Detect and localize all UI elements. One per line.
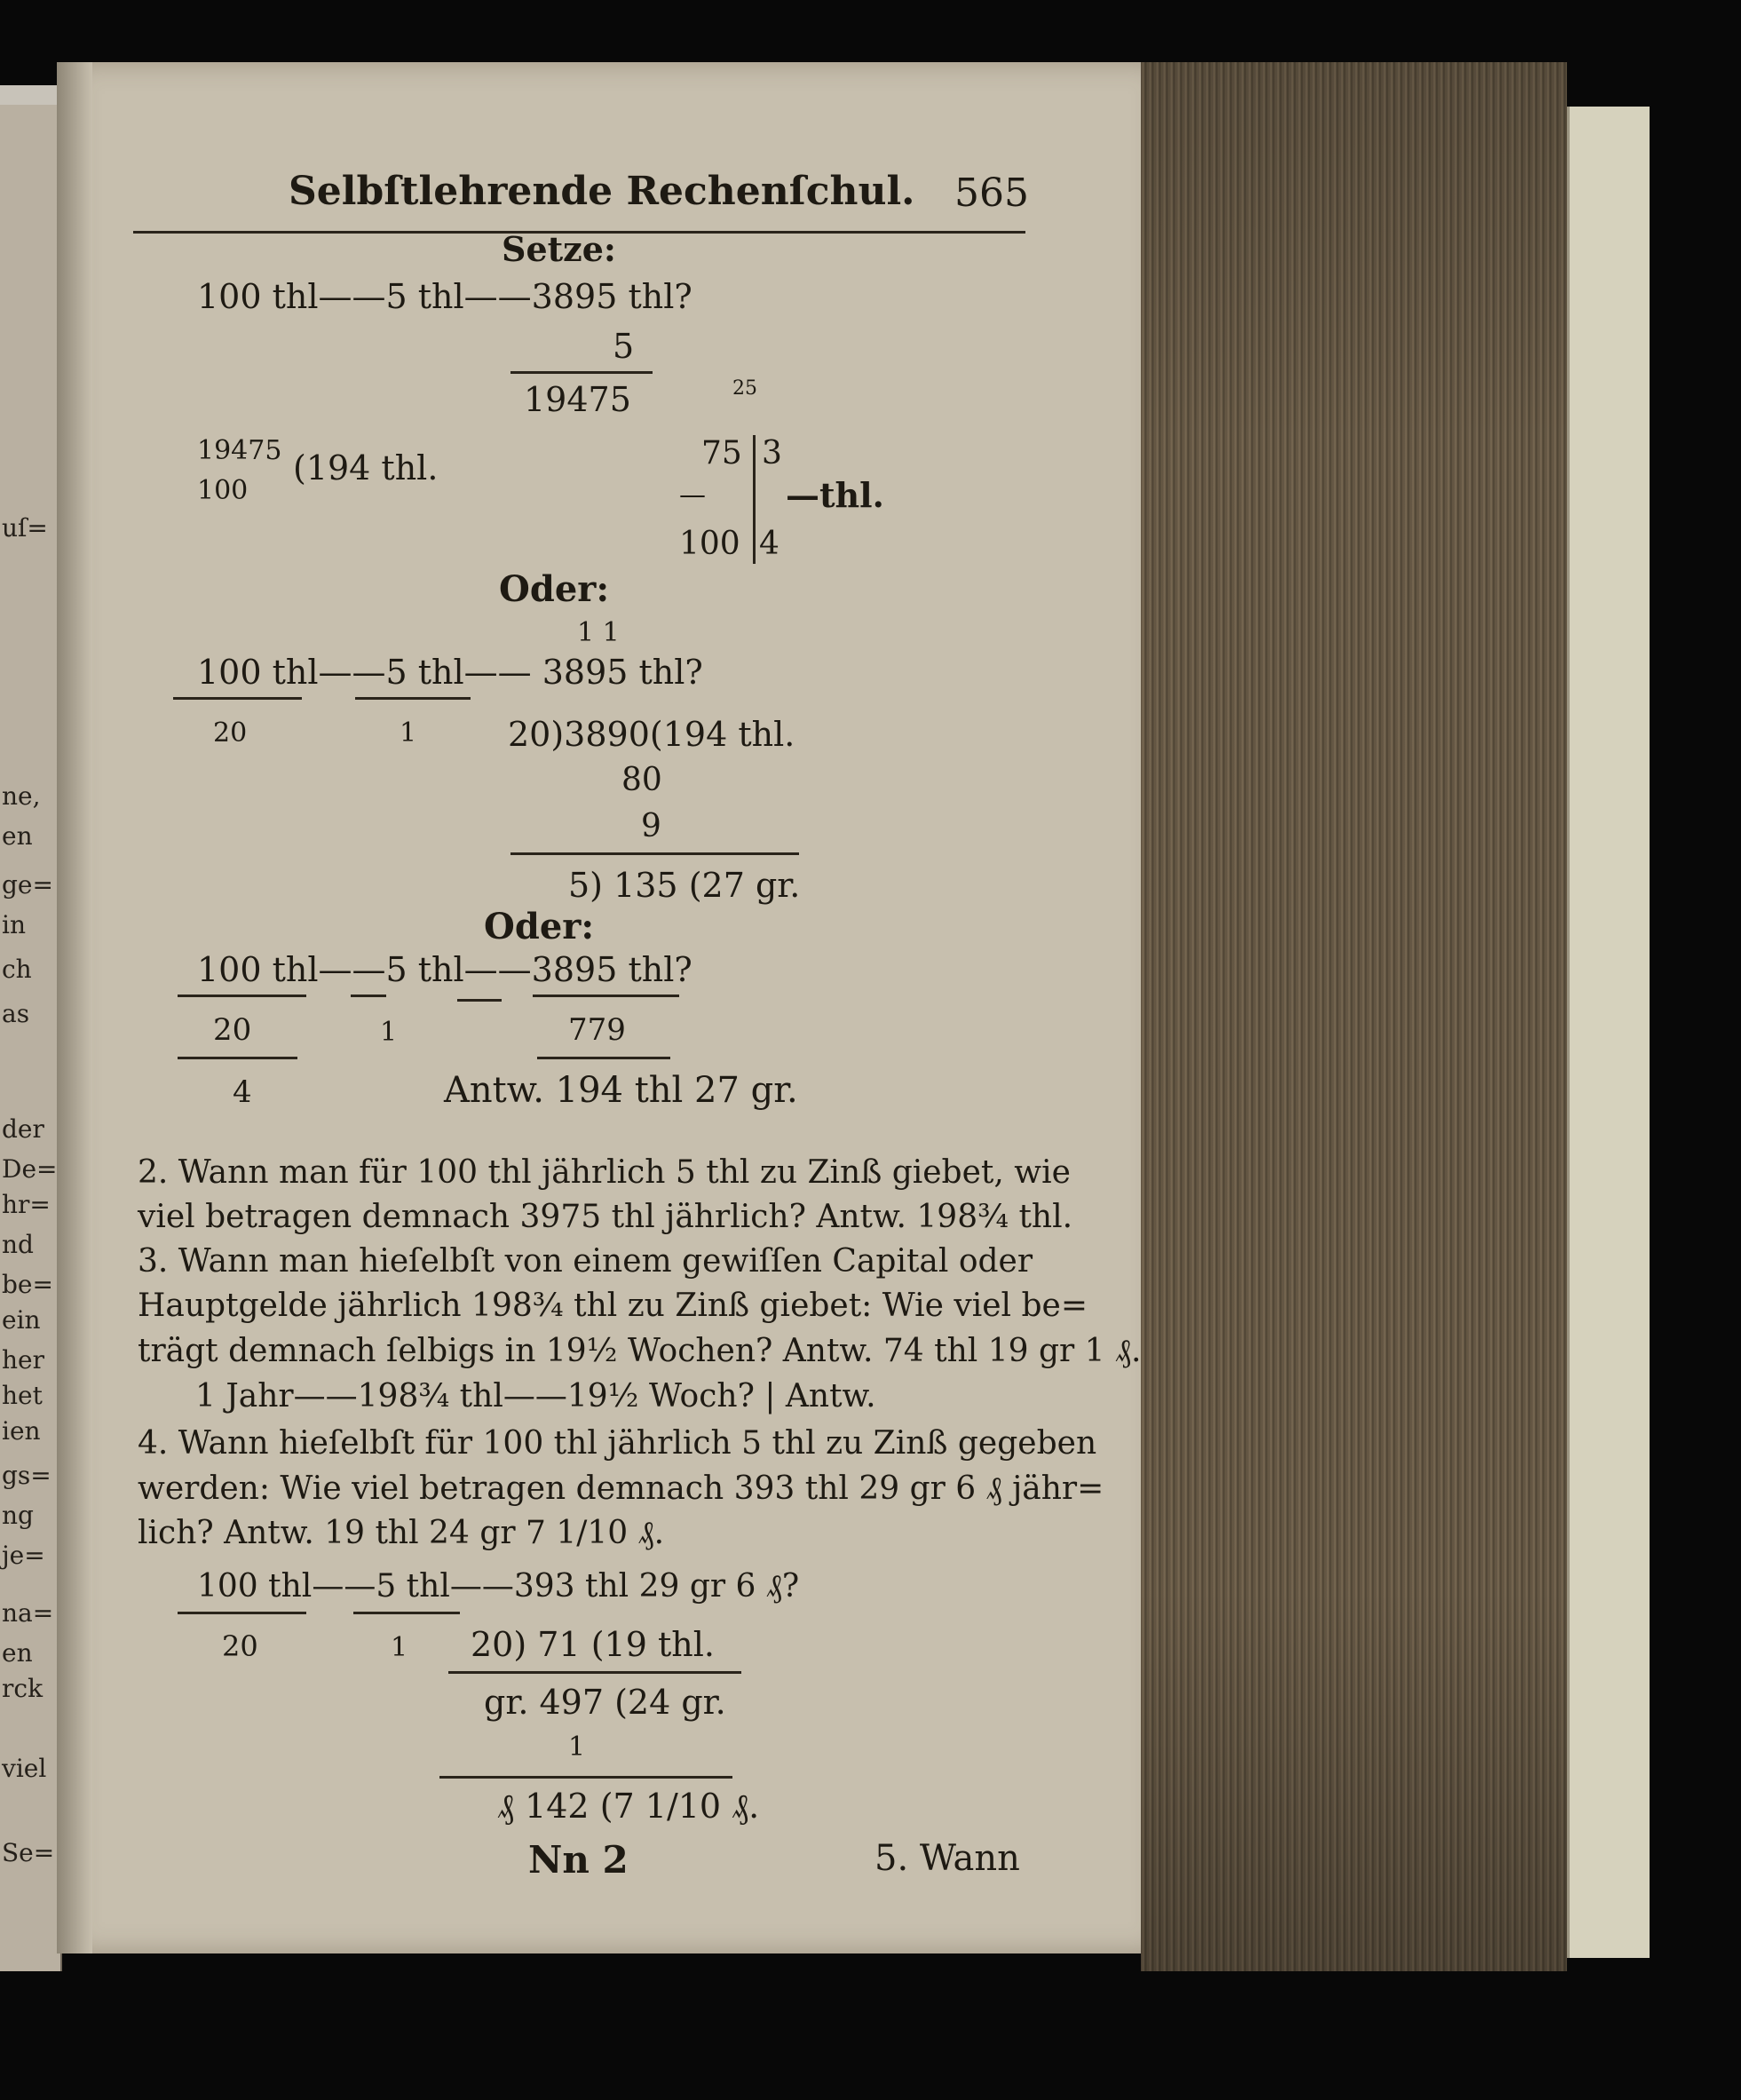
fragment: na= bbox=[2, 1598, 54, 1628]
running-title: Selbſtlehrende Rechenſchul. bbox=[289, 169, 915, 214]
oder2-rule-f bbox=[537, 1057, 670, 1059]
fragment: her bbox=[2, 1345, 44, 1375]
fragment: uſ= bbox=[2, 513, 48, 543]
problem-line: trägt demnach ſelbigs in 19½ Wochen? Antw. 74 thl 19 gr 1 ₰. bbox=[138, 1333, 1142, 1369]
division-denominator: 100 bbox=[197, 475, 249, 506]
oder2-proportion: 100 thl——5 thl——3895 thl? bbox=[197, 950, 692, 989]
carry-mark: 25 bbox=[732, 377, 757, 400]
oder-label-1: Oder: bbox=[499, 568, 610, 610]
p4-carry: 1 bbox=[568, 1732, 586, 1763]
oder1-line-a: 80 bbox=[621, 762, 662, 798]
setze-multiplier: 5 bbox=[613, 327, 635, 366]
p4-under-second: 1 bbox=[391, 1632, 408, 1663]
p4-rule-b bbox=[353, 1612, 460, 1614]
fragment: ne, bbox=[2, 781, 41, 811]
page-number: 565 bbox=[954, 170, 1029, 216]
oder1-division: 20)3890(194 thl. bbox=[508, 715, 795, 754]
fragment: rck bbox=[2, 1674, 44, 1703]
fragment: ch bbox=[2, 955, 32, 984]
oder-label-2: Oder: bbox=[484, 906, 595, 947]
p4-rule-c bbox=[448, 1671, 741, 1674]
fragment: der bbox=[2, 1114, 44, 1144]
division-result: (194 thl. bbox=[293, 448, 439, 487]
p4-rule-a bbox=[178, 1612, 306, 1614]
fragment: Se= bbox=[2, 1838, 55, 1867]
oder2-rule-b bbox=[351, 995, 386, 997]
remainder-numerator: 75 bbox=[701, 435, 742, 472]
p4-division-gr: gr. 497 (24 gr. bbox=[484, 1683, 726, 1722]
p4-under-first: 20 bbox=[222, 1629, 258, 1663]
p4-proportion: 100 thl——5 thl——393 thl 29 gr 6 ₰? bbox=[197, 1568, 800, 1605]
book-page bbox=[57, 62, 1144, 1953]
oder1-rule-c bbox=[510, 852, 799, 855]
remainder-vertical-rule bbox=[753, 435, 756, 564]
oder1-under-second: 1 bbox=[400, 717, 417, 749]
setze-proportion: 100 thl——5 thl——3895 thl? bbox=[197, 277, 692, 316]
reduced-denominator: 4 bbox=[759, 526, 779, 562]
fragment: en bbox=[2, 821, 33, 851]
fragment: het bbox=[2, 1381, 43, 1410]
oder1-line-b: 9 bbox=[641, 808, 661, 844]
oder2-answer: Antw. 194 thl 27 gr. bbox=[444, 1070, 798, 1111]
problem-line: 1 Jahr——198¾ thl——19½ Woch? | Antw. bbox=[195, 1378, 876, 1415]
oder2-under-second: 1 bbox=[380, 1017, 398, 1048]
oder2-under-first: 20 bbox=[213, 1012, 252, 1048]
fragment: De= bbox=[2, 1154, 58, 1184]
fragment: ien bbox=[2, 1416, 41, 1446]
fragment: as bbox=[2, 999, 30, 1028]
page-gutter-shadow bbox=[57, 62, 92, 1953]
reduced-numerator: 3 bbox=[762, 435, 782, 472]
page-block-shade bbox=[1141, 62, 1567, 1971]
setze-label: Setze: bbox=[502, 229, 616, 269]
fragment: be= bbox=[2, 1270, 53, 1299]
p4-division-thl: 20) 71 (19 thl. bbox=[471, 1625, 715, 1664]
oder2-rule-a bbox=[178, 995, 306, 997]
remainder-unit: —thl. bbox=[786, 475, 884, 515]
problem-line: viel betragen demnach 3975 thl jährlich? Antw. 198¾ thl. bbox=[138, 1199, 1073, 1235]
oder1-rule-a bbox=[173, 697, 302, 700]
fragment: hr= bbox=[2, 1190, 51, 1219]
oder2-rule-d bbox=[533, 995, 679, 997]
p4-division-pf: ₰ 142 (7 1/10 ₰. bbox=[497, 1787, 760, 1826]
oder2-rule-e bbox=[178, 1057, 297, 1059]
problem-line: Hauptgelde jährlich 198¾ thl zu Zinß giebet: Wie viel be= bbox=[138, 1288, 1088, 1324]
division-numerator: 19475 bbox=[197, 435, 282, 466]
back-cover-board bbox=[1567, 107, 1650, 1958]
oder1-under-first: 20 bbox=[213, 717, 248, 749]
remainder-dash: — bbox=[679, 479, 706, 511]
problem-line: 4. Wann hieſelbſt für 100 thl jährlich 5 thl zu Zinß gegeben bbox=[138, 1425, 1097, 1462]
problem-line: lich? Antw. 19 thl 24 gr 7 1/10 ₰. bbox=[138, 1515, 665, 1551]
problem-line: 3. Wann man hieſelbſt von einem gewiſſen Capital oder bbox=[138, 1243, 1033, 1280]
fragment: viel bbox=[2, 1754, 47, 1783]
fragment: ge= bbox=[2, 870, 53, 899]
oder1-proportion: 100 thl——5 thl—— 3895 thl? bbox=[197, 653, 703, 692]
fragment: nd bbox=[2, 1230, 34, 1259]
fragment: ng bbox=[2, 1501, 34, 1530]
fragment: in bbox=[2, 910, 26, 939]
catchword: 5. Wann bbox=[874, 1838, 1020, 1879]
oder1-rule-b bbox=[355, 697, 471, 700]
fragment: ein bbox=[2, 1305, 41, 1335]
oder1-line-c: 5) 135 (27 gr. bbox=[568, 866, 801, 905]
oder2-rule-c bbox=[457, 999, 502, 1002]
fragment: je= bbox=[2, 1541, 45, 1570]
fragment: en bbox=[2, 1638, 33, 1668]
setze-product: 19475 bbox=[524, 380, 631, 419]
oder2-bottom-first: 4 bbox=[233, 1074, 252, 1110]
oder2-under-third: 779 bbox=[568, 1012, 626, 1048]
setze-rule bbox=[510, 371, 653, 374]
fragment: gs= bbox=[2, 1461, 51, 1490]
problem-line: werden: Wie viel betragen demnach 393 thl 29 gr 6 ₰ jähr= bbox=[138, 1470, 1104, 1507]
signature-mark: Nn 2 bbox=[528, 1838, 629, 1882]
remainder-denominator: 100 bbox=[679, 526, 740, 562]
p4-rule-d bbox=[439, 1776, 732, 1779]
problem-line: 2. Wann man für 100 thl jährlich 5 thl zu Zinß giebet, wie bbox=[138, 1154, 1071, 1191]
cancel-marks: 1 1 bbox=[577, 617, 620, 648]
